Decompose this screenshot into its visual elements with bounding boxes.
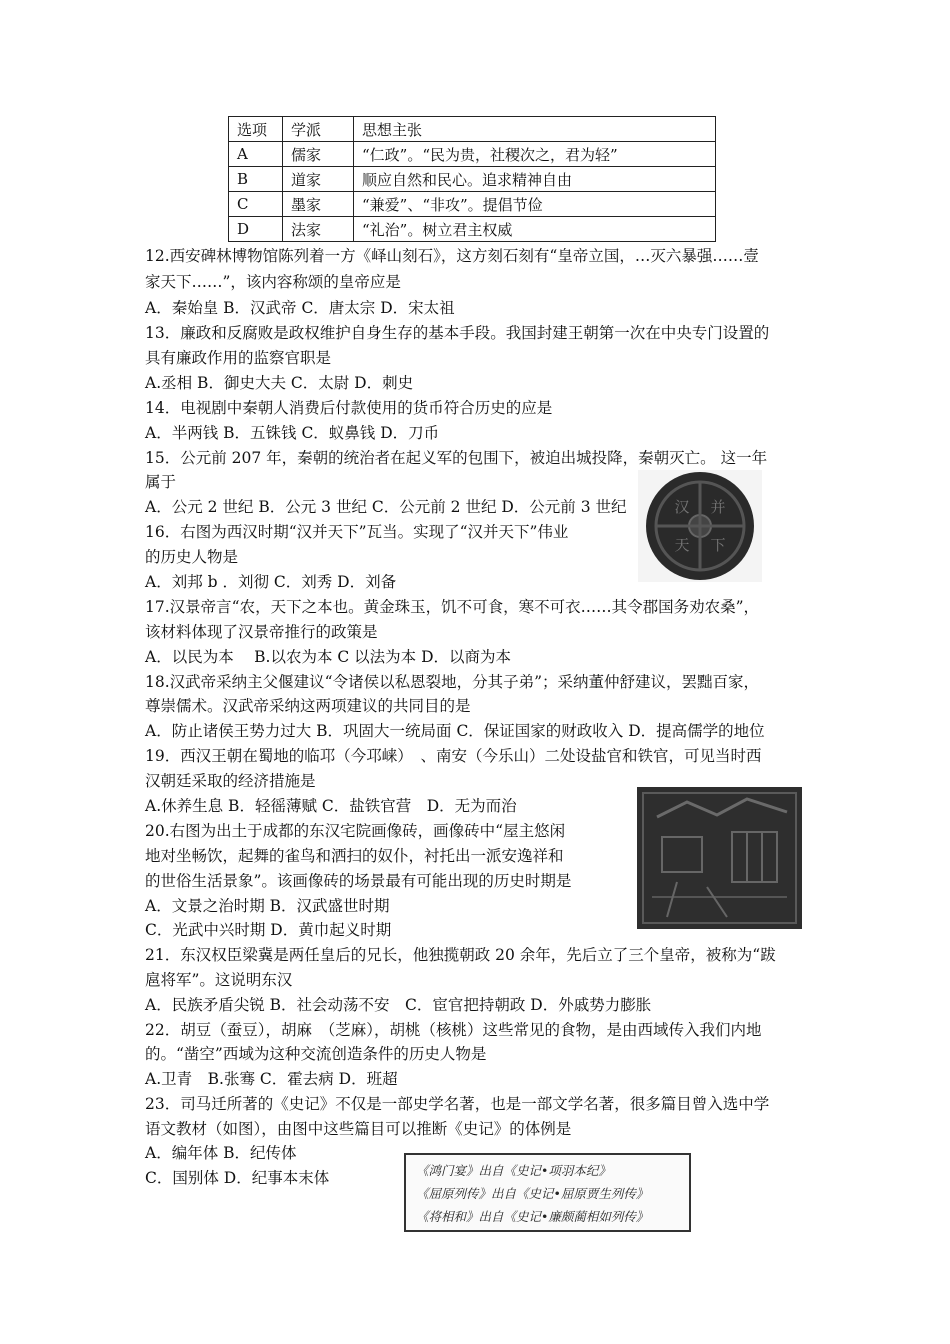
- text-line: C．光武中兴时期 D．黄巾起义时期: [145, 921, 392, 939]
- text-line: 家天下……”，该内容称颂的皇帝应是: [145, 273, 401, 291]
- text-line: A．刘邦 b ．刘彻 C．刘秀 D．刘备: [145, 573, 397, 591]
- table-header-row: [229, 117, 716, 142]
- text-line: 20.右图为出土于成都的东汉宅院画像砖，画像砖中“屋主悠闲: [145, 822, 566, 840]
- text-line: A.休养生息 B．轻徭薄赋 C．盐铁官营 D．无为而治: [145, 797, 517, 815]
- table-header: 选项: [229, 117, 283, 142]
- table-row: [229, 142, 716, 167]
- table-cell: “礼治”。树立君主权威: [354, 217, 716, 242]
- table-cell: 法家: [283, 217, 354, 242]
- quote-line: 《将相和》出自《史记•廉颇蔺相如列传》: [416, 1209, 649, 1224]
- table-header: 思想主张: [354, 117, 716, 142]
- text-line: A.卫青 B.张骞 C．霍去病 D．班超: [145, 1070, 398, 1088]
- text-line: 具有廉政作用的监察官职是: [145, 349, 332, 367]
- text-line: A．防止诸侯王势力过大 B．巩固大一统局面 C．保证国家的财政收入 D．提高儒学的地位: [145, 722, 765, 740]
- coin-char: 汉: [674, 498, 690, 516]
- text-line: 23．司马迁所著的《史记》不仅是一部史学名著，也是一部文学名著，很多篇目曾入选中学: [145, 1095, 770, 1113]
- quote-line: 《鸿门宴》出自《史记•项羽本纪》: [416, 1163, 611, 1178]
- text-line: 13．廉政和反腐败是政权维护自身生存的基本手段。我国封建王朝第一次在中央专门设置的: [145, 324, 770, 342]
- text-line: 汉朝廷采取的经济措施是: [145, 772, 316, 790]
- text-line: 14．电视剧中秦朝人消费后付款使用的货币符合历史的应是: [145, 399, 553, 417]
- table-cell: “仁政”。“民为贵，社稷次之，君为轻”: [354, 142, 716, 167]
- table-cell: C: [229, 192, 283, 217]
- text-line: 地对坐畅饮，起舞的雀鸟和洒扫的奴仆，衬托出一派安逸祥和: [145, 847, 564, 865]
- text-line: 18.汉武帝采纳主父偃建议“令诸侯以私恩裂地，分其子弟”；采纳董仲舒建议，罢黜百家，: [145, 673, 760, 691]
- table-cell: A: [229, 142, 283, 167]
- table-cell: “兼爱”、“非攻”。提倡节俭: [354, 192, 716, 217]
- text-line: 21．东汉权臣梁冀是两任皇后的兄长，他独揽朝政 20 余年，先后立了三个皇帝，被称为“跋: [145, 946, 776, 964]
- text-line: 17.汉景帝言“农，天下之本也。黄金珠玉，饥不可食，寒不可衣……其令郡国务劝农桑”，: [145, 598, 760, 616]
- table-row: [229, 192, 716, 217]
- text-line: 15．公元前 207 年，秦朝的统治者在起义军的包围下，被迫出城投降，秦朝灭亡。 这一年: [145, 449, 768, 467]
- text-line: 该材料体现了汉景帝推行的政策是: [145, 623, 378, 641]
- table-cell: 顺应自然和民心。追求精神自由: [354, 167, 716, 192]
- pictorial-brick-image: [637, 787, 802, 929]
- text-line: A．民族矛盾尖锐 B．社会动荡不安 C．宦官把持朝政 D．外戚势力膨胀: [145, 996, 652, 1014]
- coin-char: 下: [710, 536, 726, 554]
- text-line: 19．西汉王朝在蜀地的临邛（今邛崃） 、南安（今乐山）二处设盐官和铁官，可见当时西: [145, 747, 762, 765]
- text-line: 语文教材（如图），由图中这些篇目可以推断《史记》的体例是: [145, 1120, 572, 1138]
- text-line: A．公元 2 世纪 B．公元 3 世纪 C．公元前 2 世纪 D．公元前 3 世纪: [145, 498, 627, 516]
- text-line: A．文景之治时期 B．汉武盛世时期: [145, 897, 390, 915]
- text-line: C．国别体 D．纪事本末体: [145, 1169, 330, 1187]
- text-line: 属于: [145, 473, 177, 491]
- quote-line: 《屈原列传》出自《史记•屈原贾生列传》: [416, 1186, 649, 1201]
- table-row: [229, 217, 716, 242]
- eaves-tile-image: [638, 470, 762, 582]
- table-cell: 儒家: [283, 142, 354, 167]
- text-line: A.丞相 B．御史大夫 C．太尉 D．刺史: [145, 374, 414, 392]
- text-line: 的历史人物是: [145, 548, 239, 566]
- table-cell: B: [229, 167, 283, 192]
- text-line: 16．右图为西汉时期“汉并天下”瓦当。实现了“汉并天下”伟业: [145, 523, 569, 541]
- text-line: 12.西安碑林博物馆陈列着一方《峄山刻石》，这方刻石刻有“皇帝立国，…灭六暴强……壹: [145, 247, 759, 265]
- table-header: 学派: [283, 117, 354, 142]
- table-row: [229, 167, 716, 192]
- text-line: 扈将军”。这说明东汉: [145, 971, 293, 989]
- text-line: 22．胡豆（蚕豆），胡麻 （芝麻），胡桃（核桃）这些常见的食物，是由西域传入我们内地: [145, 1021, 762, 1039]
- text-line: A．编年体 B．纪传体: [145, 1144, 297, 1162]
- text-line: A．秦始皇 B．汉武帝 C．唐太宗 D．宋太祖: [145, 299, 455, 317]
- text-line: 的。“凿空”西域为这种交流创造条件的历史人物是: [145, 1045, 487, 1063]
- text-line: 的世俗生活景象”。该画像砖的场景最有可能出现的历史时期是: [145, 872, 572, 890]
- table-cell: D: [229, 217, 283, 242]
- coin-char: 并: [710, 498, 726, 516]
- text-line: A．以民为本 B.以农为本 C 以法为本 D．以商为本: [145, 648, 512, 666]
- table-cell: 墨家: [283, 192, 354, 217]
- text-line: 尊崇儒术。汉武帝采纳这两项建议的共同目的是: [145, 697, 471, 715]
- schools-table: [228, 116, 716, 242]
- shiji-titles-box: [404, 1153, 691, 1232]
- table-cell: 道家: [283, 167, 354, 192]
- coin-char: 天: [674, 536, 690, 554]
- text-line: A．半两钱 B．五铢钱 C．蚁鼻钱 D．刀币: [145, 424, 440, 442]
